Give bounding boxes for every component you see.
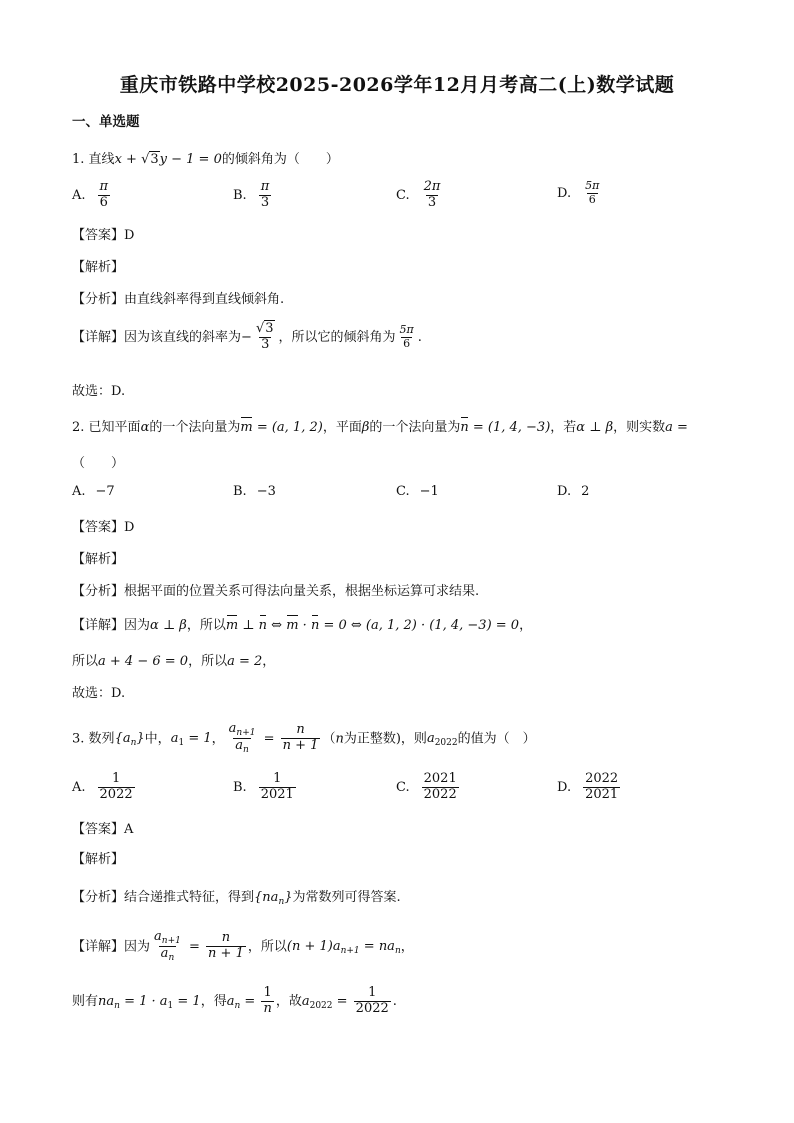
option-d[interactable]: D. $\frac{5\pi}{6}$	[557, 179, 600, 206]
question-number: 1.	[72, 152, 85, 167]
option-a[interactable]: A. $\frac{\pi}{6}$	[72, 179, 109, 210]
answer-line: 【答案】D	[72, 228, 135, 243]
fenxi-line: 【分析】结合递推式特征，得到$\{na_n\}$为常数列可得答案.	[72, 890, 401, 907]
option-a[interactable]: A. −7	[72, 484, 115, 499]
choose-line: 故选：D.	[72, 384, 126, 399]
page-title: 重庆市铁路中学校2025-2026学年12月月考高二(上)数学试题	[119, 74, 675, 96]
detail-line-2: 所以a + 4 − 6 = 0，所以a = 2，	[72, 654, 276, 669]
sqrt-symbol: √3	[141, 152, 159, 167]
option-b[interactable]: B. $\frac{\pi}{3}$	[233, 179, 270, 210]
choose-line: 故选：D.	[72, 686, 126, 701]
option-d[interactable]: D. 2	[557, 484, 590, 499]
option-c[interactable]: C. $\frac{2021}{2022}$	[396, 771, 457, 802]
question-2-paren: （ ）	[72, 456, 125, 471]
detail-line: 【详解】因为该直线的斜率为− $\frac{√3}{3}$ ，所以它的倾斜角为 $\frac{5\pi}{6}$ .	[72, 321, 422, 352]
analysis-label: 【解析】	[72, 552, 125, 567]
fenxi-line: 【分析】根据平面的位置关系可得法向量关系，根据坐标运算可求结果.	[72, 584, 480, 599]
question-3: 3. 数列$\{a_n\}$中，$a_1 = 1$， $\frac{a_{n+1}}{a_n}$ = $\frac{n}{n + 1}$ （n为正整数)，则$a_{2022}$的值为（ ）	[72, 721, 536, 756]
question-number: 3.	[72, 731, 85, 747]
option-b[interactable]: B. −3	[233, 484, 276, 499]
option-c[interactable]: C. $\frac{2\pi}{3}$	[396, 179, 441, 210]
fenxi-line: 【分析】由直线斜率得到直线倾斜角.	[72, 292, 285, 307]
option-d[interactable]: D. $\frac{2022}{2021}$	[557, 771, 619, 802]
question-1: 1. 直线x + √3y − 1 = 0的倾斜角为（ ）	[72, 152, 339, 167]
answer-line: 【答案】A	[72, 822, 134, 837]
detail-line: 【详解】因为 $\frac{a_{n+1}}{a_n}$ = $\frac{n}{n + 1}$ ，所以$(n + 1)a_{n+1} = na_n$，	[72, 929, 414, 964]
answer-line: 【答案】D	[72, 520, 135, 535]
detail-line: 【详解】因为α ⊥ β，所以m ⊥ n ⇔ m · n = 0 ⇔ (a, 1, 2) · (1, 4, −3) = 0，	[72, 618, 533, 633]
analysis-label: 【解析】	[72, 852, 125, 867]
section-heading: 一、单选题	[72, 114, 140, 130]
option-c[interactable]: C. −1	[396, 484, 439, 499]
detail-line-2: 则有$na_n = 1 \cdot a_1 = 1$，得$a_n$ = $\frac{1}{n}$ ，故$a_{2022}$ = $\frac{1}{2022}$ .	[72, 985, 397, 1016]
question-number: 2.	[72, 420, 85, 435]
option-b[interactable]: B. $\frac{1}{2021}$	[233, 771, 294, 802]
question-2: 2. 已知平面α的一个法向量为m = (a, 1, 2)，平面β的一个法向量为n = (1, 4, −3)，若α ⊥ β，则实数a =	[72, 420, 688, 435]
analysis-label: 【解析】	[72, 260, 125, 275]
option-a[interactable]: A. $\frac{1}{2022}$	[72, 771, 133, 802]
